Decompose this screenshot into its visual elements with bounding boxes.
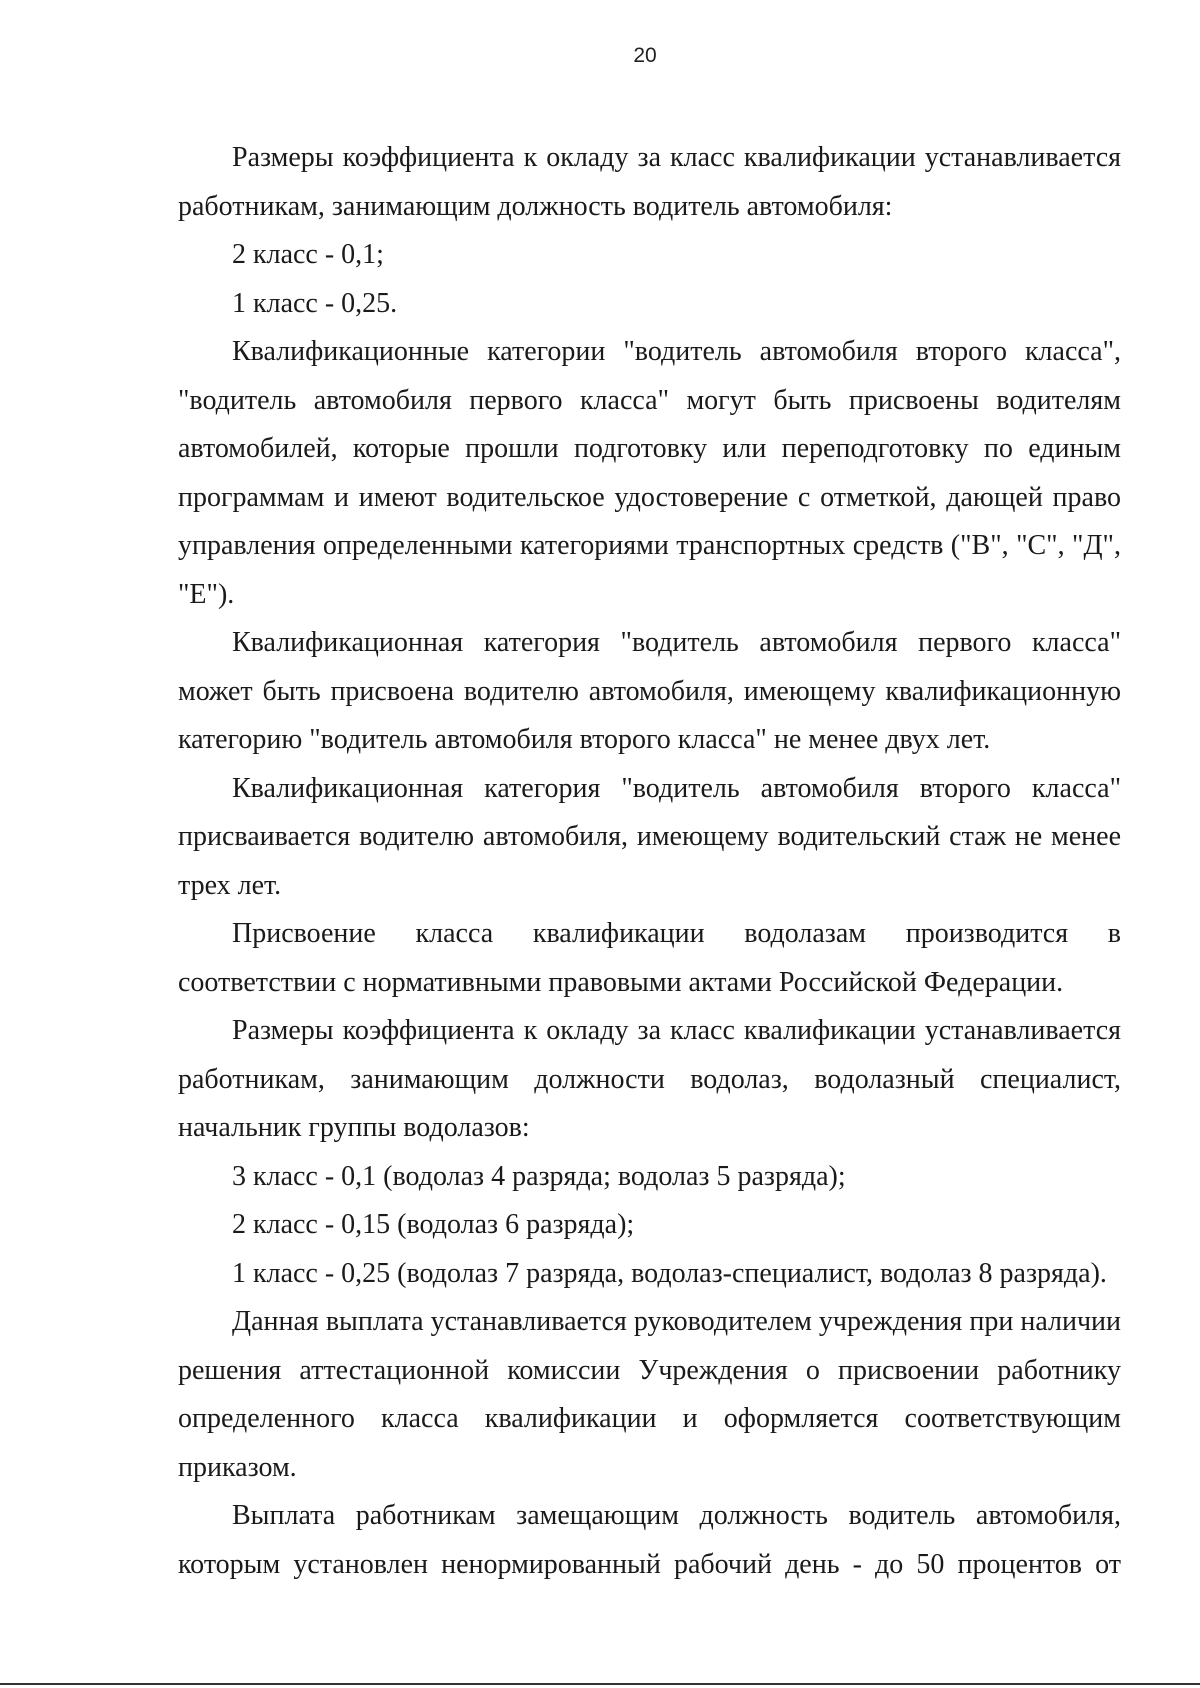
paragraph: Присвоение класса квалификации водолазам производится в соответствии с нормативными правовыми актами Российской Федерации. bbox=[178, 918, 1121, 998]
paragraph: Квалификационные категории "водитель автомобиля второго класса", "водитель автомобиля первого класса" могут быть присвоены водителям автомобилей, которые прошли подготовку или переподготовку по единым программам и имеют водительское удостоверение с отметкой, дающей право управления определенными категориями транспортных средств ("В", "С", "Д", "Е"). bbox=[178, 336, 1121, 610]
paragraph: Квалификационная категория "водитель автомобиля первого класса" может быть присвоена водителю автомобиля, имеющему квалификационную категорию "водитель автомобиля второго класса" не менее двух лет. bbox=[178, 627, 1121, 755]
list-item: 2 класс - 0,1; bbox=[232, 239, 384, 270]
document-body bbox=[178, 134, 1121, 1589]
paragraph: Размеры коэффициента к окладу за класс квалификации устанавливается работникам, занимающим должность водитель автомобиля: bbox=[178, 142, 1121, 222]
paragraph: Выплата работникам замещающим должность водитель автомобиля, которым установлен ненормированный рабочий день - до 50 процентов от bbox=[178, 1500, 1121, 1580]
paragraph: Данная выплата устанавливается руководителем учреждения при наличии решения аттестационной комиссии Учреждения о присвоении работнику определенного класса квалификации и оформляется соответствующим приказом. bbox=[178, 1306, 1121, 1483]
list-item: 1 класс - 0,25 (водолаз 7 разряда, водолаз-специалист, водолаз 8 разряда). bbox=[232, 1257, 1107, 1289]
page-bottom-rule bbox=[0, 1683, 1200, 1685]
list-item: 3 класс - 0,1 (водолаз 4 разряда; водолаз 5 разряда); bbox=[232, 1160, 846, 1192]
list-item: 2 класс - 0,15 (водолаз 6 разряда); bbox=[232, 1209, 635, 1240]
list-item: 1 класс - 0,25. bbox=[232, 287, 398, 319]
paragraph: Квалификационная категория "водитель автомобиля второго класса" присваивается водителю автомобиля, имеющему водительский стаж не менее трех лет. bbox=[178, 772, 1121, 901]
page-number: 20 bbox=[633, 44, 657, 67]
paragraph: Размеры коэффициента к окладу за класс квалификации устанавливается работникам, занимающим должности водолаз, водолазный специалист, начальник группы водолазов: bbox=[178, 1015, 1121, 1143]
